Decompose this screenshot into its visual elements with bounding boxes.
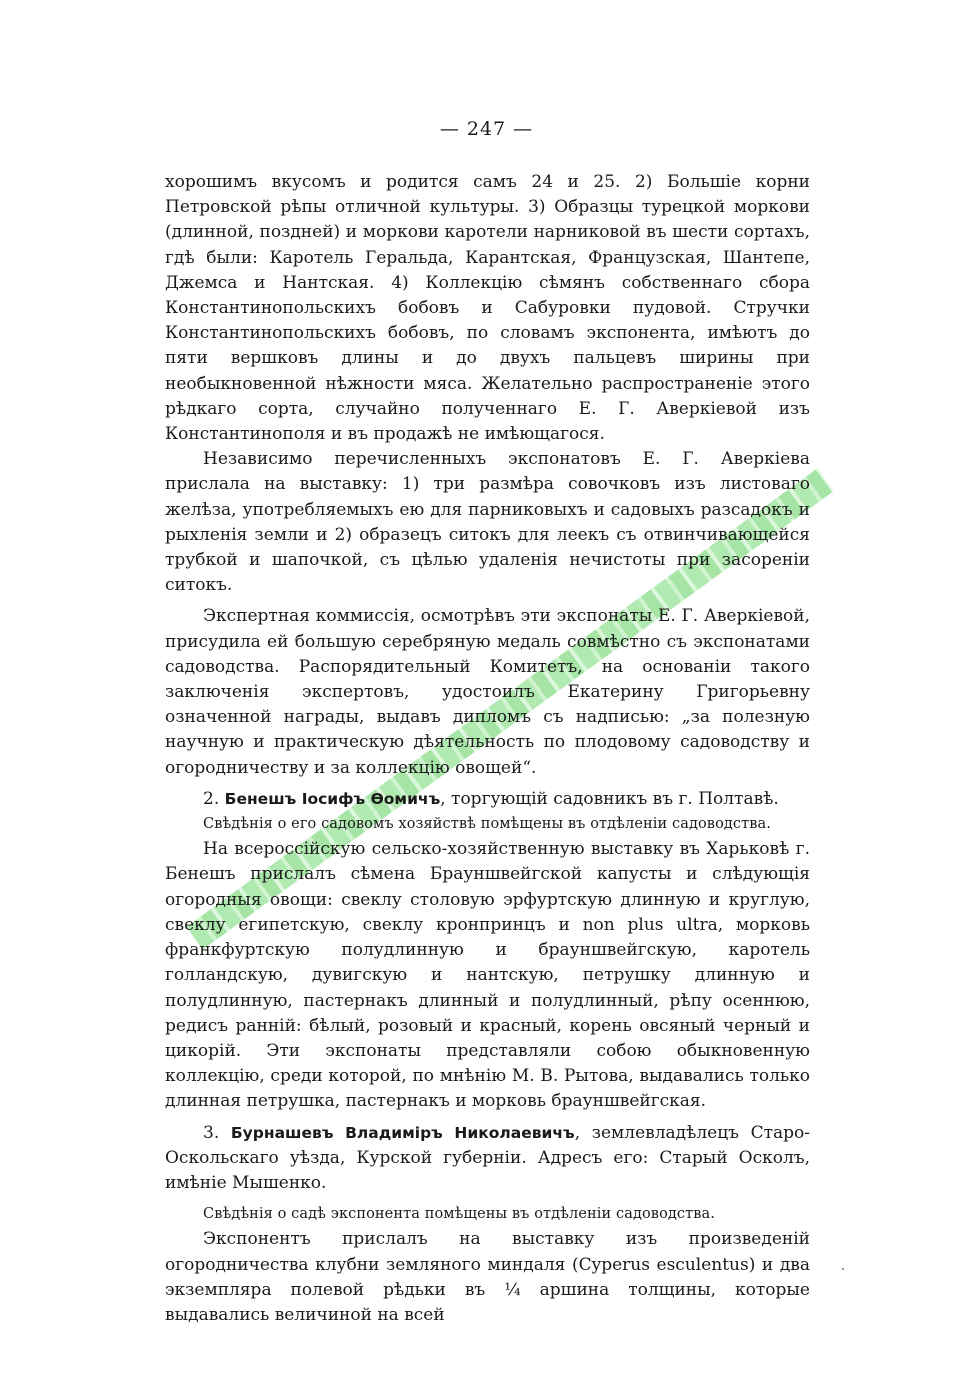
entry-3-body: Экспонентъ прислалъ на выставку изъ произведеній огородничества клубни земляного миндаля (Cyperus esculentus) и два экземпляра полевой рѣдьки въ ¼ аршина толщины, которые выдавались величиной на всей xyxy=(165,1229,810,1325)
entry-3-description: , землевладѣлецъ Старо-Оскольскаго уѣзда, Курской губерніи. Адресъ его: Старый Осколъ, имѣніе Мышенко. xyxy=(165,1122,810,1193)
entry-2-heading xyxy=(165,787,810,812)
entry-3-heading xyxy=(165,1121,810,1197)
entry-2-note: Свѣдѣнія о его садовомъ хозяйствѣ помѣщены въ отдѣленіи садоводства. xyxy=(203,816,771,833)
entry-3-number: 3. xyxy=(203,1122,220,1143)
scan-speck xyxy=(842,1268,844,1270)
entry-3-note: Свѣдѣнія о садѣ экспонента помѣщены въ отдѣленіи садоводства. xyxy=(203,1206,715,1223)
entry-2-description: , торгующій садовникъ въ г. Полтавѣ. xyxy=(440,788,779,809)
page-number: — 247 — xyxy=(439,118,534,140)
entry-2-number: 2. xyxy=(203,788,220,809)
entry-2-body: На всероссійскую сельско-хозяйственную выставку въ Харьковѣ г. Бенешъ прислалъ сѣмена Брауншвейгской капусты и слѣдующія огородныя овощи: свеклу столовую эрфуртскую длинную и круглую, свеклу египетскую, свеклу кронпринцъ и non plus ultra, морковь франкфуртскую полудлинную и брауншвейгскую, каротель голландскую, дувигскую и нантскую, петрушку длинную и полудлинную, пастернакъ длинный и полудлинный, рѣпу осеннюю, редисъ ранній: бѣлый, розовый и красный, корень овсяный черный и цикорій. Эти экспонаты представляли собою обыкновенную коллекцію, среди которой, по мнѣнію М. В. Рытова, выдавались только длинная петрушка, пастернакъ и морковь брауншвейгская. xyxy=(165,839,810,1112)
entry-2-name: Бенешъ Іосифъ Ѳомичъ xyxy=(224,789,441,808)
entry-3-name: Бурнашевъ Владиміръ Николаевичъ xyxy=(230,1123,575,1142)
paragraph-additional-exhibits: Независимо перечисленныхъ экспонатовъ Е. Г. Аверкіева прислала на выставку: 1) три размѣра совочковъ изъ листоваго желѣза, употребляемыхъ ею для парниковыхъ и садовыхъ разсадокъ и рыхленія земли и 2) образецъ ситокъ для леекъ съ отвинчивающейся трубкой и шапочкой, съ цѣлью удаленія нечистоты при засореніи ситокъ. xyxy=(165,449,810,596)
text-column xyxy=(165,170,810,1328)
paragraph-continued: хорошимъ вкусомъ и родится самъ 24 и 25. 2) Большіе корни Петровской рѣпы отличной культуры. 3) Образцы турецкой моркови (длинной, поздней) и моркови каротели нарниковой въ шести сортахъ, гдѣ были: Каротель Геральда, Карантская, Французская, Шантепе, Джемса и Нантская. 4) Коллекцію сѣмянъ собственнаго сбора Константинопольскихъ бобовъ и Сабуровки пудовой. Стручки Константинопольскихъ бобовъ, по словамъ экспонента, имѣютъ до пяти вершковъ длины и до двухъ пальцевъ ширины при необыкновенной нѣжности мяса. Желательно распространеніе этого рѣдкаго сорта, случайно полученнаго Е. Г. Аверкіевой изъ Константинополя и въ продажѣ не имѣющагося. xyxy=(165,172,810,445)
paragraph-award: Экспертная коммиссія, осмотрѣвъ эти экспонаты Е. Г. Аверкіевой, присудила ей большую серебряную медаль совмѣстно съ экспонатами садоводства. Распорядительный Комитетъ, на основаніи такого заключенія экспертовъ, удостоилъ Екатерину Григорьевну означенной награды, выдавъ дипломъ съ надписью: „за полезную научную и практическую дѣятельность по плодовому садоводству и огородничеству и за коллекцію овощей“. xyxy=(165,606,810,778)
